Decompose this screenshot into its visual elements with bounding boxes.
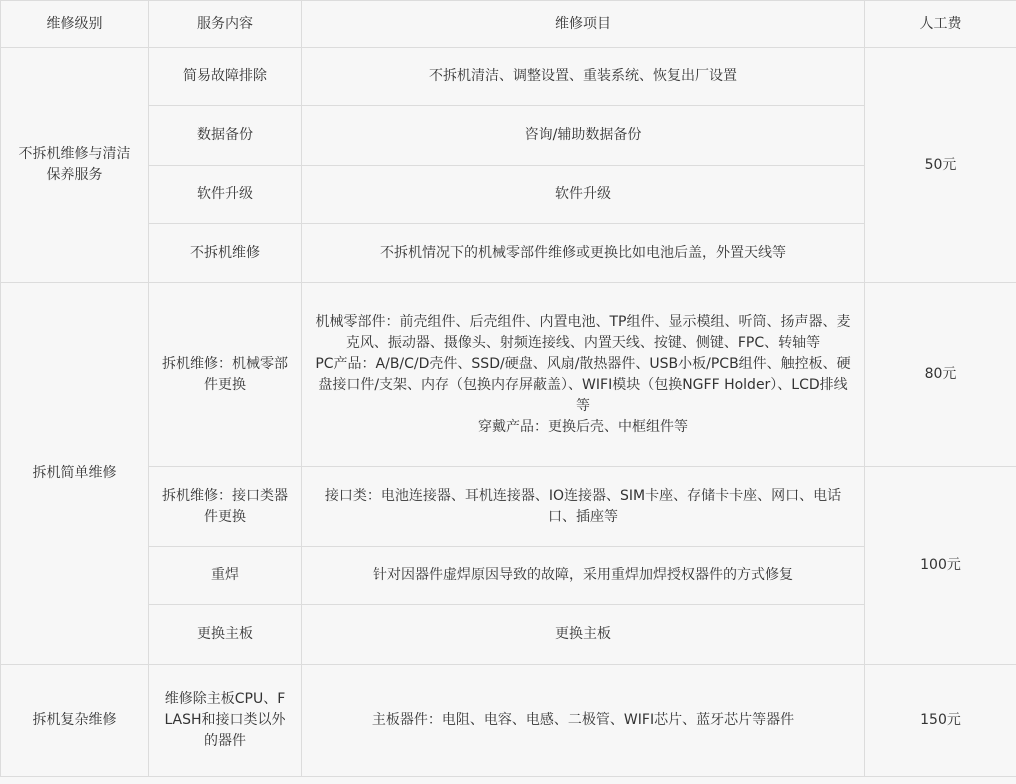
header-fee: 人工费 bbox=[865, 1, 1016, 48]
service-cell: 拆机维修：机械零部件更换 bbox=[149, 283, 302, 467]
items-line: 穿戴产品：更换后壳、中框组件等 bbox=[478, 418, 688, 435]
service-cell: 拆机维修：接口类器件更换 bbox=[149, 467, 302, 547]
service-cell: 软件升级 bbox=[149, 166, 302, 224]
items-cell: 更换主板 bbox=[302, 605, 865, 665]
table-row bbox=[1, 166, 1016, 224]
service-cell: 不拆机维修 bbox=[149, 224, 302, 283]
service-cell: 重焊 bbox=[149, 547, 302, 605]
service-cell: 简易故障排除 bbox=[149, 48, 302, 106]
table-header-row bbox=[1, 1, 1016, 48]
items-line: PC产品：A/B/C/D壳件、SSD/硬盘、风扇/散热器件、USB小板/PCB组件、触控板、硬盘接口件/支架、内存（包换内存屏蔽盖）、WIFI模块（包换NGFF Holder）、LCD排线等 bbox=[315, 355, 851, 414]
items-cell: 不拆机情况下的机械零部件维修或更换比如电池后盖，外置天线等 bbox=[302, 224, 865, 283]
fee-cell: 80元 bbox=[865, 283, 1016, 467]
items-line: 机械零部件：前壳组件、后壳组件、内置电池、TP组件、显示模组、听筒、扬声器、麦克风、振动器、摄像头、射频连接线、内置天线、按键、侧键、FPC、转轴等 bbox=[315, 313, 851, 351]
service-cell: 数据备份 bbox=[149, 106, 302, 166]
table-row bbox=[1, 547, 1016, 605]
fee-cell: 150元 bbox=[865, 665, 1016, 777]
items-cell bbox=[302, 283, 865, 467]
header-level: 维修级别 bbox=[1, 1, 149, 48]
items-cell: 咨询/辅助数据备份 bbox=[302, 106, 865, 166]
items-cell: 不拆机清洁、调整设置、重装系统、恢复出厂设置 bbox=[302, 48, 865, 106]
table-row bbox=[1, 283, 1016, 467]
header-service: 服务内容 bbox=[149, 1, 302, 48]
header-items: 维修项目 bbox=[302, 1, 865, 48]
table-row bbox=[1, 665, 1016, 777]
table-row bbox=[1, 48, 1016, 106]
fee-cell: 50元 bbox=[865, 48, 1016, 283]
level-cell: 拆机复杂维修 bbox=[1, 665, 149, 777]
service-cell: 维修除主板CPU、FLASH和接口类以外的器件 bbox=[149, 665, 302, 777]
items-cell: 接口类：电池连接器、耳机连接器、IO连接器、SIM卡座、存储卡卡座、网口、电话口、插座等 bbox=[302, 467, 865, 547]
level-cell: 拆机简单维修 bbox=[1, 283, 149, 665]
items-cell: 软件升级 bbox=[302, 166, 865, 224]
level-cell: 不拆机维修与清洁保养服务 bbox=[1, 48, 149, 283]
items-cell: 针对因器件虚焊原因导致的故障，采用重焊加焊授权器件的方式修复 bbox=[302, 547, 865, 605]
fee-cell: 100元 bbox=[865, 467, 1016, 665]
table-row bbox=[1, 467, 1016, 547]
table-row bbox=[1, 224, 1016, 283]
service-cell: 更换主板 bbox=[149, 605, 302, 665]
items-cell: 主板器件：电阻、电容、电感、二极管、WIFI芯片、蓝牙芯片等器件 bbox=[302, 665, 865, 777]
table-row bbox=[1, 106, 1016, 166]
table-row bbox=[1, 605, 1016, 665]
